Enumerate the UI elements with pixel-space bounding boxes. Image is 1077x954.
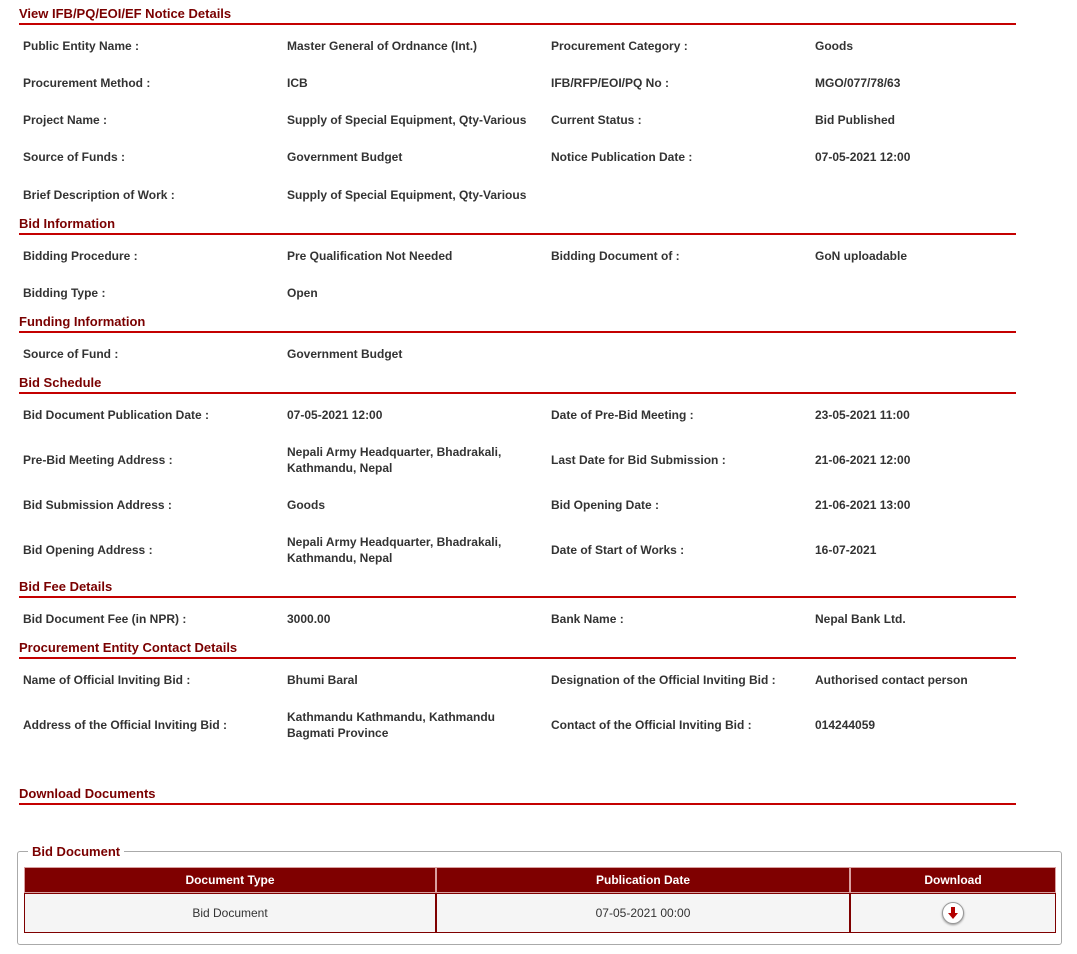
bidding-type-value: Open xyxy=(287,286,318,300)
official-contact-label: Contact of the Official Inviting Bid : xyxy=(551,718,752,732)
brief-description-label: Brief Description of Work : xyxy=(23,188,175,202)
source-of-funds-value: Government Budget xyxy=(287,150,403,164)
bid-submission-address-label: Bid Submission Address : xyxy=(23,498,172,512)
table-row xyxy=(24,893,1056,933)
bid-opening-address-label: Bid Opening Address : xyxy=(23,543,153,557)
publication-date-cell: 07-05-2021 00:00 xyxy=(436,893,850,933)
document-type-cell: Bid Document xyxy=(24,893,436,933)
bidding-procedure-label: Bidding Procedure : xyxy=(23,249,138,263)
project-name-label: Project Name : xyxy=(23,113,108,127)
bid-document-publication-date-label: Bid Document Publication Date : xyxy=(23,408,210,422)
pre-bid-meeting-date-value: 23-05-2021 11:00 xyxy=(815,408,910,422)
bidding-type-label: Bidding Type : xyxy=(23,286,106,300)
bid-document-fee-value: 3000.00 xyxy=(287,612,331,626)
project-name-value: Supply of Special Equipment, Qty-Various xyxy=(287,113,527,127)
pre-bid-meeting-address-label: Pre-Bid Meeting Address : xyxy=(23,453,173,467)
documents-table xyxy=(24,867,1056,933)
section-title-notice: View IFB/PQ/EOI/EF Notice Details xyxy=(19,6,1016,25)
official-name-label: Name of Official Inviting Bid : xyxy=(23,673,191,687)
official-address-label: Address of the Official Inviting Bid : xyxy=(23,718,228,732)
official-designation-value: Authorised contact person xyxy=(815,673,968,687)
start-of-works-label: Date of Start of Works : xyxy=(551,543,685,557)
pre-bid-meeting-address-value xyxy=(287,444,537,476)
bank-name-label: Bank Name : xyxy=(551,612,624,626)
section-title-bid-schedule: Bid Schedule xyxy=(19,375,1016,394)
procurement-category-label: Procurement Category : xyxy=(551,39,688,53)
documents-table-header xyxy=(24,867,1056,893)
bidding-procedure-value: Pre Qualification Not Needed xyxy=(287,249,453,263)
official-designation-label: Designation of the Official Inviting Bid : xyxy=(551,673,776,687)
last-date-submission-value: 21-06-2021 12:00 xyxy=(815,453,911,467)
official-name-value: Bhumi Baral xyxy=(287,673,358,687)
official-address-line2: Bagmati Province xyxy=(287,726,389,740)
source-of-fund-value: Government Budget xyxy=(287,347,403,361)
bid-opening-address-value xyxy=(287,534,537,566)
bid-opening-address-line1: Nepali Army Headquarter, Bhadrakali, xyxy=(287,535,502,549)
pre-bid-meeting-address-line1: Nepali Army Headquarter, Bhadrakali, xyxy=(287,445,502,459)
ifb-number-value: MGO/077/78/63 xyxy=(815,76,901,90)
section-title-bid-fee: Bid Fee Details xyxy=(19,579,1016,598)
bid-submission-address-value: Goods xyxy=(287,498,325,512)
public-entity-value: Master General of Ordnance (Int.) xyxy=(287,39,478,53)
bid-opening-date-label: Bid Opening Date : xyxy=(551,498,659,512)
last-date-submission-label: Last Date for Bid Submission : xyxy=(551,453,726,467)
header-download: Download xyxy=(850,867,1056,893)
source-of-funds-label: Source of Funds : xyxy=(23,150,125,164)
section-title-funding-information: Funding Information xyxy=(19,314,1016,333)
start-of-works-value: 16-07-2021 xyxy=(815,543,877,557)
source-of-fund-label: Source of Fund : xyxy=(23,347,119,361)
public-entity-label: Public Entity Name : xyxy=(23,39,140,53)
pre-bid-meeting-date-label: Date of Pre-Bid Meeting : xyxy=(551,408,694,422)
procurement-method-label: Procurement Method : xyxy=(23,76,151,90)
bid-opening-address-line2: Kathmandu, Nepal xyxy=(287,551,393,565)
bidding-document-value: GoN uploadable xyxy=(815,249,908,263)
section-title-download-documents: Download Documents xyxy=(19,786,1016,805)
brief-description-value: Supply of Special Equipment, Qty-Various xyxy=(287,188,527,202)
bid-opening-date-value: 21-06-2021 13:00 xyxy=(815,498,911,512)
header-publication-date: Publication Date xyxy=(436,867,850,893)
official-contact-value: 014244059 xyxy=(815,718,876,732)
ifb-number-label: IFB/RFP/EOI/PQ No : xyxy=(551,76,670,90)
notice-publication-date-value: 07-05-2021 12:00 xyxy=(815,150,911,164)
official-address-value xyxy=(287,709,537,741)
bid-document-legend: Bid Document xyxy=(28,844,124,860)
current-status-label: Current Status : xyxy=(551,113,642,127)
download-icon[interactable] xyxy=(942,902,964,924)
bank-name-value: Nepal Bank Ltd. xyxy=(815,612,906,626)
header-document-type: Document Type xyxy=(24,867,436,893)
bid-document-fee-label: Bid Document Fee (in NPR) : xyxy=(23,612,187,626)
procurement-category-value: Goods xyxy=(815,39,853,53)
official-address-line1: Kathmandu Kathmandu, Kathmandu xyxy=(287,710,496,724)
notice-publication-date-label: Notice Publication Date : xyxy=(551,150,693,164)
bidding-document-label: Bidding Document of : xyxy=(551,249,680,263)
current-status-value: Bid Published xyxy=(815,113,896,127)
procurement-method-value: ICB xyxy=(287,76,308,90)
section-title-contact-details: Procurement Entity Contact Details xyxy=(19,640,1016,659)
pre-bid-meeting-address-line2: Kathmandu, Nepal xyxy=(287,461,393,475)
bid-document-publication-date-value: 07-05-2021 12:00 xyxy=(287,408,383,422)
download-cell xyxy=(850,893,1056,933)
section-title-bid-information: Bid Information xyxy=(19,216,1016,235)
